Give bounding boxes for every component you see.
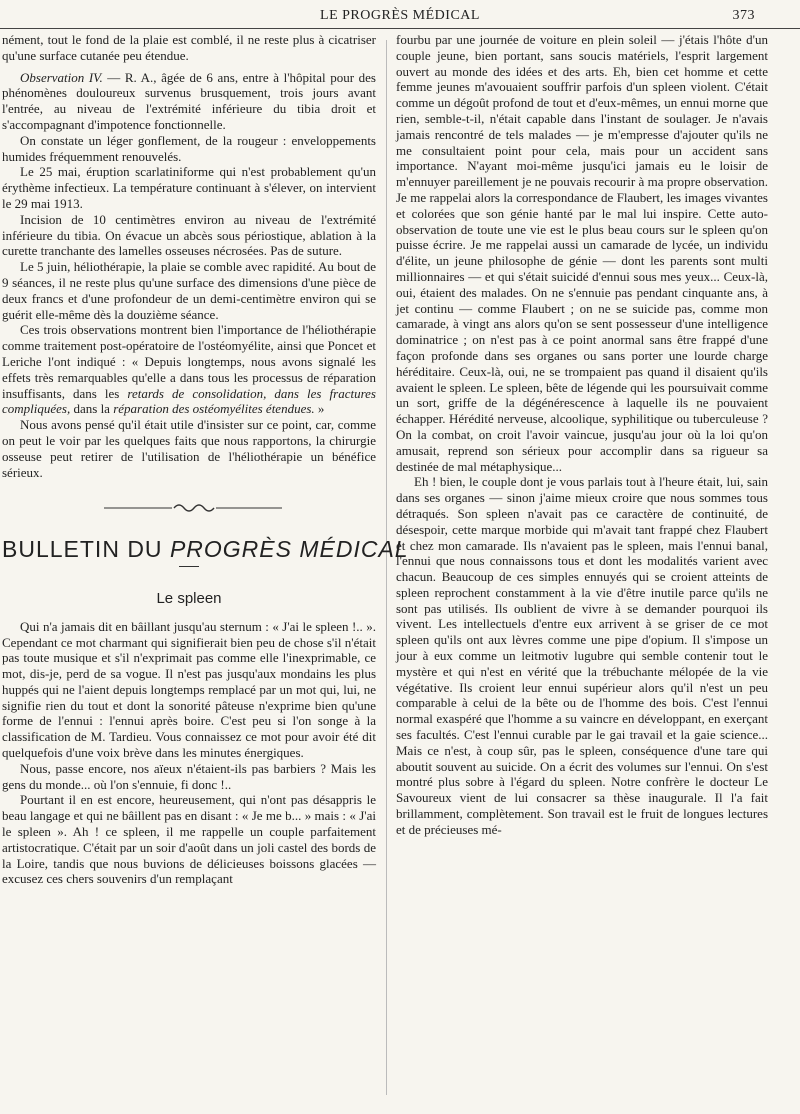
heading-part: BULLETIN DU <box>2 536 170 563</box>
paragraph: Qui n'a jamais dit en bâillant jusqu'au sternum : « J'ai le spleen !.. ». Cependant ce mot charmant qui signifierait bien peu de chose s'il n'était pas toute musique et s'il n'exprimait pas comme elle l'inexprimable, ce mot, dis-je, perd de sa vogue. Il n'est pas jusqu'aux mondains les plus huppés qui ne l'aient depuis longtemps remplacé par un mot qui, lui, ne signifie rien du tout et dont la sonorité pâteuse n'exprime bien qu'une forme de l'ennui : l'ennui après boire. C'est peu si l'on songe à la classification de M. Tardieu. Vous connaissez ce mot pour avoir été dit quelquefois d'une voix brève dans les minutes énergiques. <box>2 618 376 761</box>
paragraph: Le 25 mai, éruption scarlatiniforme qui n'est probablement qu'un érythème infectieux. La température continuant à s'élever, on intervient le 29 mai 1913. <box>2 164 376 211</box>
paragraph <box>2 70 376 133</box>
running-header <box>0 8 800 28</box>
paragraph: nément, tout le fond de la plaie est comblé, il ne reste plus à cicatriser qu'une surface cutanée peu étendue. <box>2 32 376 63</box>
paragraph: Incision de 10 centimètres environ au niveau de l'extrémité inférieure du tibia. On évacue un abcès sous périostique, ablation à la curette tranchante des lamelles osseuses nécrosées. Pas de suture. <box>2 211 376 259</box>
section-heading <box>2 536 409 563</box>
text-run: » <box>314 401 325 417</box>
paragraph: On constate un léger gonflement, de la rougeur : enveloppements humides fréquemment renouvelés. <box>2 132 376 164</box>
paragraph: Le 5 juin, héliothérapie, la plaie se comble avec rapidité. Au bout de 9 séances, il ne reste plus qu'une surface des dimensions d'une pièce de deux francs et d'une profondeur de un demi-centimètre environ qui se guérit elle-même dès la douzième séance. <box>2 259 376 322</box>
header-rule <box>0 28 800 29</box>
left-column <box>2 32 409 887</box>
paragraph: Eh ! bien, le couple dont je vous parlais tout à l'heure était, lui, sain dans ses organes — sinon j'aime mieux croire que nous sommes tous détraqués. Son spleen n'avait pas ce caractère de continuité, de désespoir, cette marque morbide qui m'avait tant frappé chez Flaubert et chez mon camarade. Ils n'avaient pas le spleen, mais l'ennui banal, l'ennui que nous connaissons tous et dont les modalités varient avec chacun. Beaucoup de ces simples ennuyés qui se croient atteints de spleen reprochent constamment à la vie d'être inutile parce qu'ils ne sont pas utilisés. Ils oublient de vivre à se demander pourquoi ils vivent. Les intellectuels d'entre eux arrivent à se griser de ce mot spleen qu'ils ont aux lèvres comme une pipe d'opium. Il s'impose un jour à eux comme un leitmotiv lugubre qui semble contenir tout le mystère et qui n'est en vérité que la trébuchante mélopée de la vie végétative. Ils croient leur ennui supérieur alors qu'il n'est un peu comparable à celui de la bête ou de l'homme des bois. C'est l'ennui normal exaspéré que l'homme a su vaincre en développant, en exerçant ses facultés. C'est l'ennui curable par le gai travail et la gaie science... Mais ce n'est, à coup sûr, pas le spleen, conséquence d'une tare qui aboutit souvent au suicide. On a écrit des volumes sur l'ennui. On s'est montré plus sobre à l'égard du spleen. Notre confrère le docteur Le Savoureux vient de lui consacrer sa thèse inaugurale. Il l'a fait brillamment, complètement. Son travail est le fruit de longues lectures et de précieuses mé- <box>396 474 768 837</box>
article-title: Le spleen <box>156 589 222 607</box>
right-column <box>396 32 768 838</box>
text-run: dans la <box>70 401 114 417</box>
column-divider <box>386 40 387 1095</box>
observation-text: — R. A., âgée de 6 ans, entre à l'hôpital pour des phénomènes douloureux survenus brusquement, trois jours avant l'entrée, au niveau de l'extrémité inférieure du tibia droit et s'accompagnant d'impotence fonctionnelle. <box>2 69 376 132</box>
heading-dash <box>179 566 199 567</box>
heading-part: PROGRÈS MÉDICAL <box>169 536 409 563</box>
text-run: Ces trois observations montrent bien l'importance de l'héliothérapie comme traitement post-opératoire de l'ostéomyélite, ainsi que Poncet et Leriche l'ont indiqué : « Depuis longtemps, nous avons signalé les effets très remarquables qu'elle a dans tous les processus de réparation insuffisants, dans les <box>2 322 376 401</box>
ornament-divider <box>2 496 376 520</box>
paragraph: Pourtant il en est encore, heureusement, qui n'ont pas désappris le beau langage et qui ne bâillent pas en disant : « Je me b... » mais : « J'ai le spleen ». Ah ! ce spleen, il me rappelle un couple parfaitement artistocratique. C'était par un soir d'août dans un joli castel des bords de la Loire, tandis que nous buvions de délicieuses boissons glacées — excusez ces chers souvenirs d'un remplaçant <box>2 792 376 887</box>
paragraph <box>2 322 376 417</box>
observation-label: Observation IV. <box>20 69 103 85</box>
italic-run: retards de consolidation, dans les fractures compliquées, <box>2 385 376 417</box>
paragraph: Nous avons pensé qu'il était utile d'insister sur ce point, car, comme on peut le voir par les quelques faits que nous rapportons, la chirurgie osseuse peut retirer de l'utilisation de l'héliothérapie un bénéfice sérieux. <box>2 417 376 480</box>
italic-run: réparation des ostéomyélites étendues. <box>113 401 315 417</box>
journal-title: LE PROGRÈS MÉDICAL <box>320 8 480 23</box>
paragraph: fourbu par une journée de voiture en plein soleil — j'étais l'hôte d'un couple jeune, bien portant, sans soucis matériels, l'esprit largement ouvert au monde des idées et des arts. Eh, bien cet homme et cette femme jeunes m'avouaient souffrir parfois d'un spleen violent. C'était comme un dégoût profond de tout et d'eux-mêmes, un ennui morne que rien, semble-t-il, n'était capable dans l'instant de soulager. Je n'avais jamais rencontré de tels malades — je m'empresse d'ajouter qu'ils ne me consultaient point pour cela, mais pour un accident sans importance. N'ayant moi-même jusqu'ici jamais eu le loisir de m'ennuyer pareillement je ne pouvais recourir à ma propre observation. Je me rappelai alors la correspondance de Flaubert, les images vivantes et colorées que son génie hanté par le mal lui inspire. Cette auto-observation de toute une vie est le plus beau cours sur le spleen qu'on puisse écrire. Je me rappelai aussi un camarade de lycée, un individu d'élite, un jeune philosophe de génie — dont les parents sont multi millionnaires — et qui s'était suicidé d'ennui sous mes yeux... Ceux-là, oui, étaient des malades. On ne s'ennuie pas pendant cinquante ans, à jet continu — comme Flaubert ; on ne se suicide pas, comme mon camarade, à vingt ans alors qu'on se sent possesseur d'une intelligence dominatrice ; on n'est pas à ce point anormal sans être frappé d'une façon profonde dans ses organes ou sans porter une lourde charge héréditaire. Ceux-là, oui, ne se trompaient pas quand il disaient qu'ils avaient le spleen. Le spleen, bête de légende qui les poursuivait comme un sort, griffe de la dégénérescence à laquelle ils ne pouvaient échapper. Hérédité nerveuse, alcoolique, syphilitique ou tuberculeuse ? On la combat, on croit l'avoir vaincue, jusqu'au jour où la loi qu'on amusait, reprend son sérieux pour accomplir dans sa rigueur sa destinée de mal métaphysique... <box>396 32 768 474</box>
paragraph: Nous, passe encore, nos aïeux n'étaient-ils pas barbiers ? Mais les gens du monde... où l'on s'ennuie, fi donc !.. <box>2 760 376 792</box>
page-number: 373 <box>732 8 755 23</box>
